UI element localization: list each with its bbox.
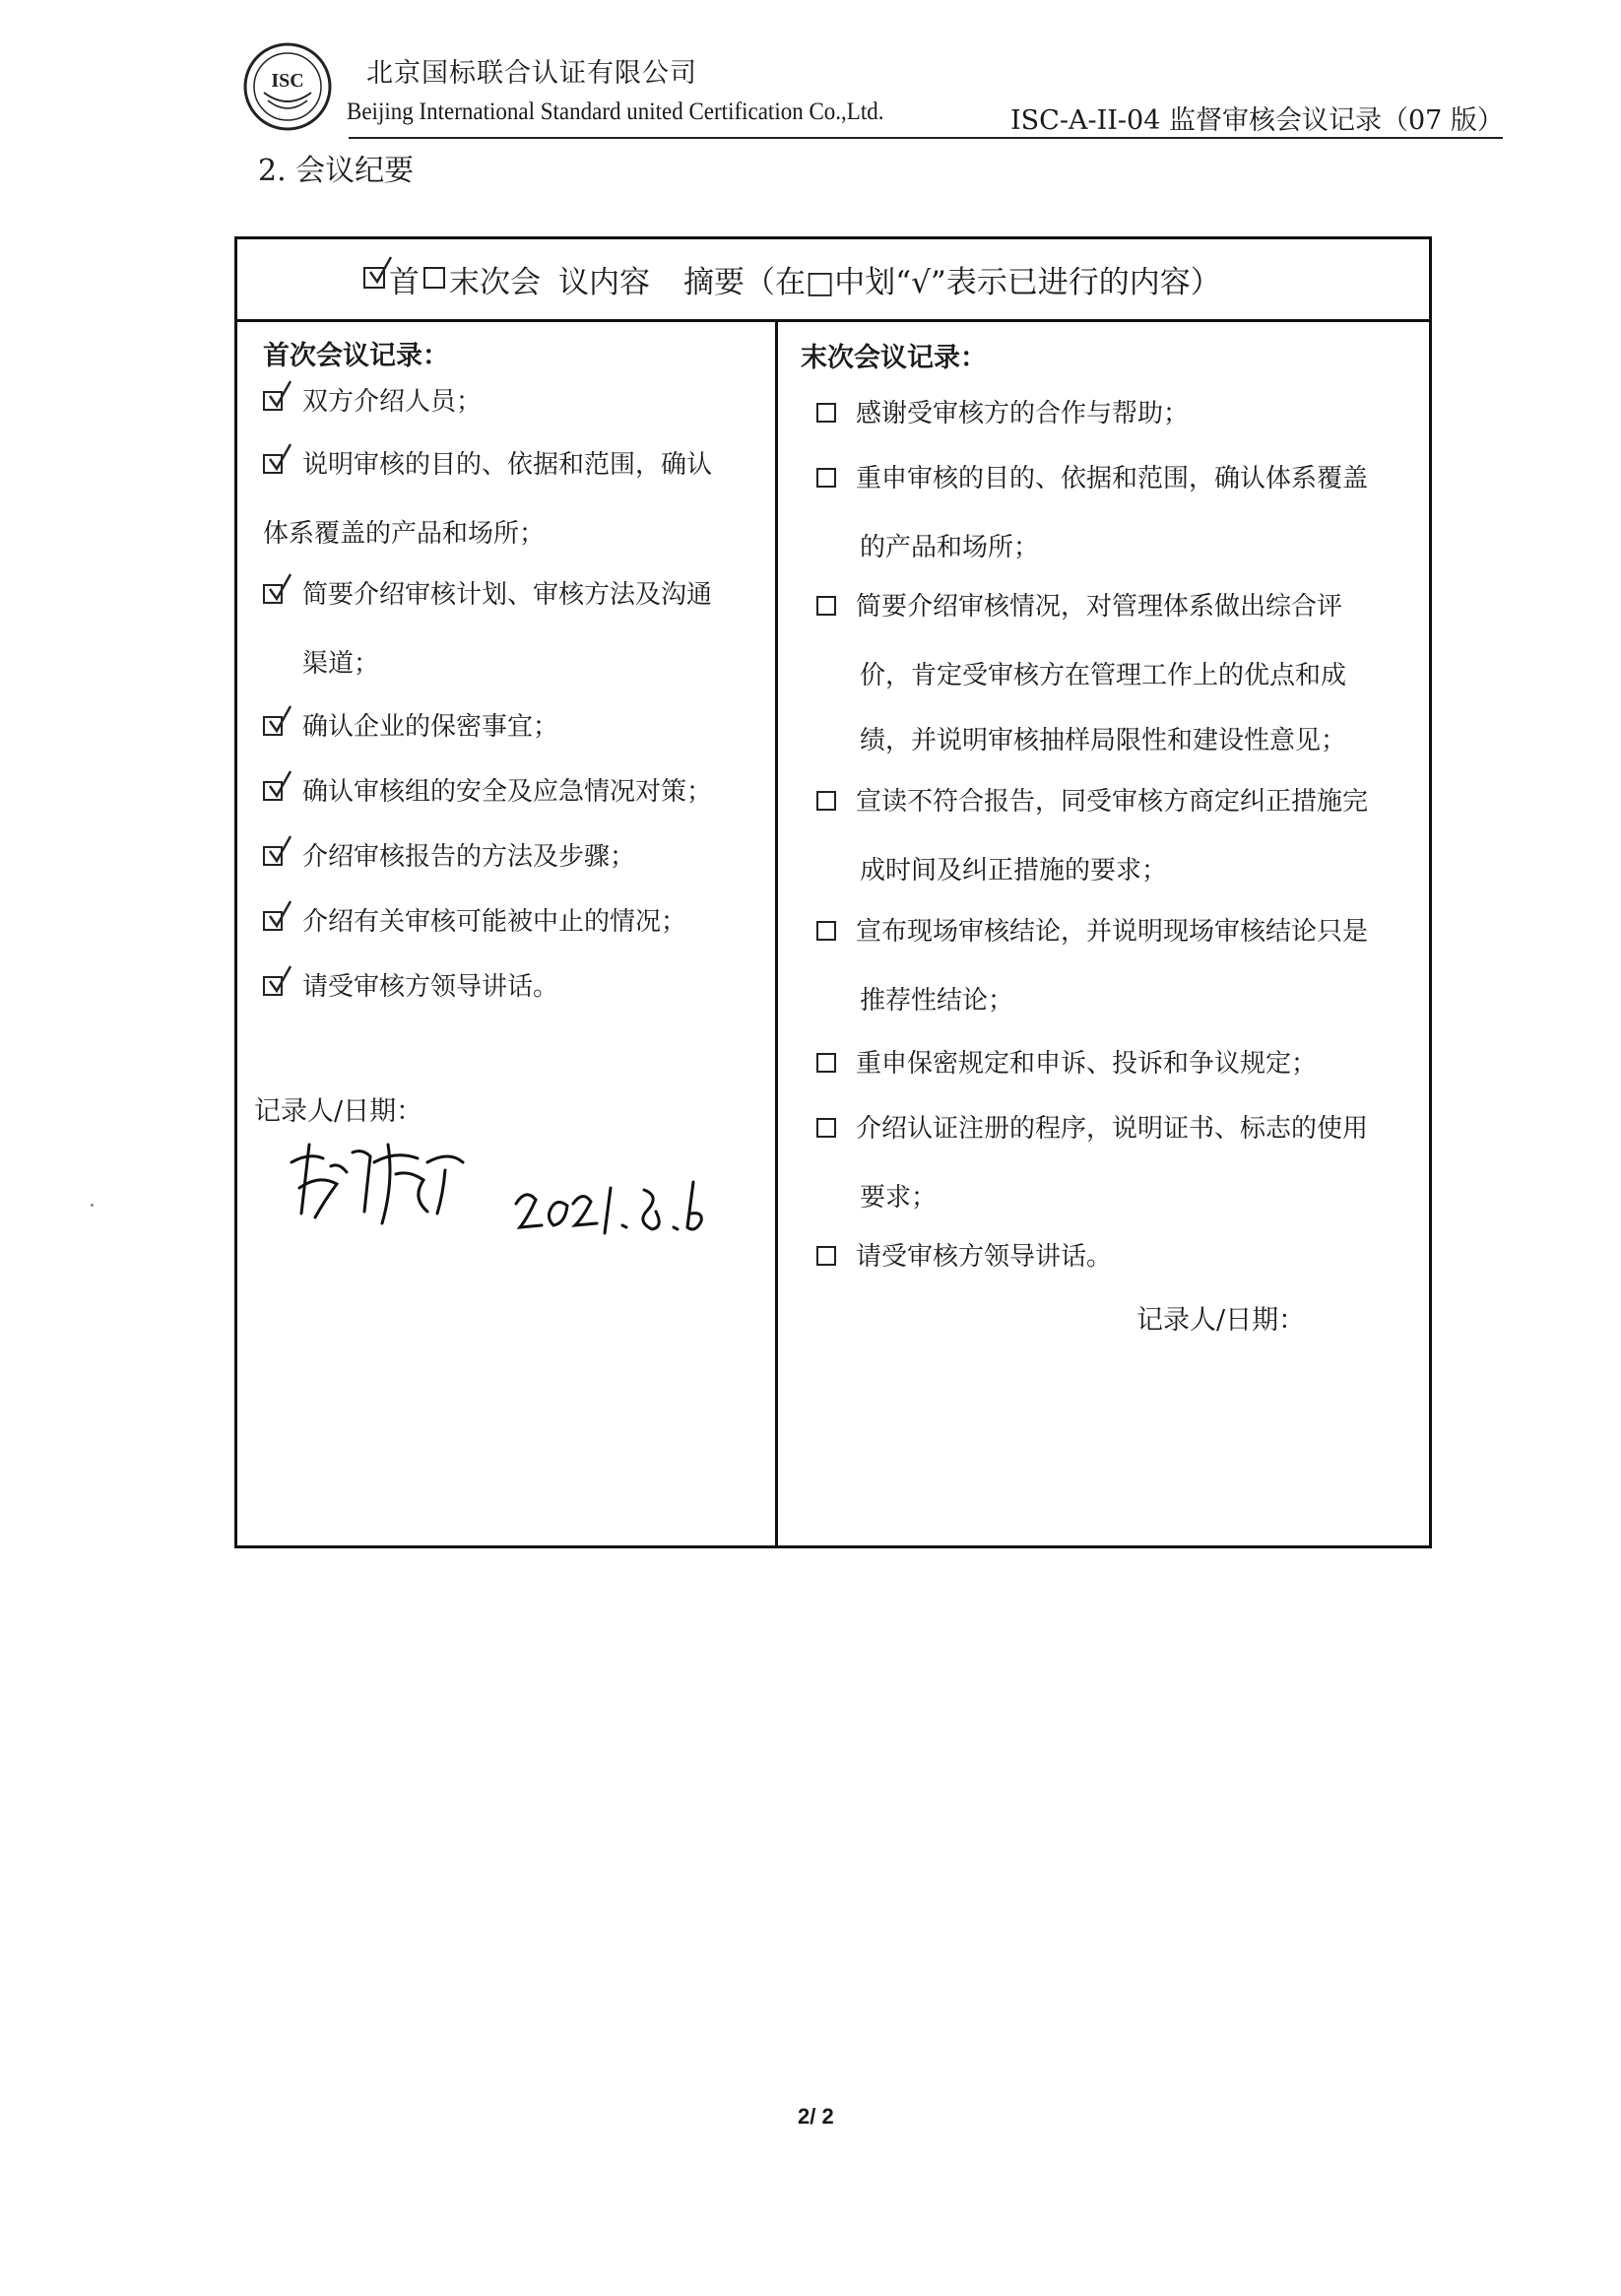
page-number: 2/ 2 — [798, 2104, 834, 2129]
checkbox[interactable] — [816, 596, 836, 616]
item-text: 介绍审核报告的方法及步骤； — [302, 842, 636, 872]
first-meeting-checkbox[interactable] — [363, 267, 385, 289]
title-summary-label: 摘要（在□中划“√”表示已进行的内容） — [683, 265, 1221, 300]
table-title-row — [237, 239, 1429, 322]
first-item-8 — [263, 954, 558, 1019]
item-text: 重申审核的目的、依据和范围，确认体系覆盖 — [856, 464, 1369, 493]
last-meeting-title: 末次会议记录： — [801, 343, 987, 373]
title-content-label: 议内容 — [558, 265, 650, 300]
meeting-minutes-table — [234, 236, 1432, 1548]
check-mark-icon — [267, 964, 292, 996]
company-name-en: Beijing International Standard united Certification Co.,Ltd. — [347, 98, 884, 125]
checkbox[interactable] — [816, 921, 836, 941]
last-meeting-checkbox[interactable] — [423, 267, 445, 289]
checkbox[interactable] — [263, 716, 283, 736]
last-item-3-cont-1: 价，肯定受审核方在管理工作上的优点和成 — [860, 661, 1347, 690]
checkbox[interactable] — [263, 584, 283, 604]
check-mark-icon — [267, 899, 292, 931]
section-title: 2. 会议纪要 — [258, 154, 415, 188]
check-mark-icon — [267, 572, 292, 604]
item-text: 宣读不符合报告，同受审核方商定纠正措施完 — [856, 787, 1369, 817]
first-item-5 — [263, 759, 712, 824]
column-divider — [775, 322, 778, 1545]
last-item-5-cont: 推荐性结论； — [860, 986, 1014, 1016]
checkbox[interactable] — [816, 403, 836, 423]
item-text: 简要介绍审核情况，对管理体系做出综合评 — [856, 592, 1343, 622]
last-item-2 — [816, 446, 1368, 511]
last-item-7-cont: 要求； — [860, 1183, 938, 1213]
checkbox[interactable] — [263, 976, 283, 996]
last-meeting-label: 末次会 — [449, 265, 541, 300]
checkbox[interactable] — [816, 1053, 836, 1073]
item-text: 确认企业的保密事宜； — [302, 712, 559, 742]
checkbox[interactable] — [816, 1246, 836, 1266]
scan-speck — [91, 1204, 94, 1207]
svg-text:ISC: ISC — [271, 70, 304, 92]
checkbox[interactable] — [263, 391, 283, 411]
last-item-7 — [816, 1096, 1368, 1161]
checkbox[interactable] — [263, 781, 283, 801]
first-item-3-cont: 渠道； — [302, 649, 380, 679]
last-item-2-cont: 的产品和场所； — [860, 533, 1040, 562]
last-item-5 — [816, 899, 1368, 964]
item-text: 说明审核的目的、依据和范围，确认 — [302, 450, 713, 480]
first-meeting-label: 首 — [389, 265, 420, 300]
first-item-2 — [263, 432, 712, 497]
last-item-6 — [816, 1031, 1317, 1096]
last-recorder-label: 记录人/日期： — [1136, 1305, 1306, 1336]
item-text: 确认审核组的安全及应急情况对策； — [302, 777, 713, 807]
check-mark-icon — [267, 834, 292, 866]
checkbox[interactable] — [816, 1118, 836, 1138]
last-item-3 — [816, 574, 1342, 639]
item-text: 请受审核方领导讲话。 — [856, 1242, 1113, 1272]
company-name-cn: 北京国标联合认证有限公司 — [366, 58, 697, 89]
item-text: 感谢受审核方的合作与帮助； — [856, 399, 1190, 428]
item-text: 简要介绍审核计划、审核方法及沟通 — [302, 580, 713, 610]
last-item-3-cont-2: 绩，并说明审核抽样局限性和建设性意见； — [860, 726, 1347, 755]
item-text: 介绍认证注册的程序，说明证书、标志的使用 — [856, 1114, 1369, 1144]
first-item-3 — [263, 562, 712, 627]
isc-logo — [242, 41, 333, 132]
last-item-4 — [816, 769, 1368, 834]
first-meeting-title: 首次会议记录： — [263, 341, 449, 371]
handwritten-date — [512, 1168, 709, 1237]
last-item-1 — [816, 381, 1189, 446]
item-text: 介绍有关审核可能被中止的情况； — [302, 907, 687, 937]
check-mark-icon — [267, 769, 292, 801]
first-item-7 — [263, 889, 686, 954]
item-text: 宣布现场审核结论，并说明现场审核结论只是 — [856, 917, 1369, 947]
item-text: 请受审核方领导讲话。 — [302, 972, 559, 1002]
header-divider — [349, 137, 1503, 139]
first-item-4 — [263, 694, 558, 759]
check-mark-icon — [267, 704, 292, 736]
item-text: 重申保密规定和申诉、投诉和争议规定； — [856, 1049, 1318, 1079]
item-text: 双方介绍人员； — [302, 387, 483, 417]
last-item-8 — [816, 1224, 1112, 1289]
checkbox[interactable] — [263, 454, 283, 474]
checkbox[interactable] — [816, 791, 836, 811]
first-recorder-label: 记录人/日期： — [254, 1096, 423, 1127]
checkbox[interactable] — [263, 846, 283, 866]
document-code: ISC-A-II-04 监督审核会议记录（07 版） — [1010, 105, 1504, 136]
check-mark-icon — [267, 442, 292, 474]
check-mark-icon — [267, 379, 292, 411]
first-item-2-cont: 体系覆盖的产品和场所； — [263, 519, 546, 549]
check-mark-icon — [367, 255, 393, 287]
checkbox[interactable] — [816, 468, 836, 488]
checkbox[interactable] — [263, 911, 283, 931]
first-item-1 — [263, 369, 482, 434]
handwritten-signature — [280, 1123, 467, 1231]
last-item-4-cont: 成时间及纠正措施的要求； — [860, 856, 1168, 886]
first-item-6 — [263, 824, 635, 889]
